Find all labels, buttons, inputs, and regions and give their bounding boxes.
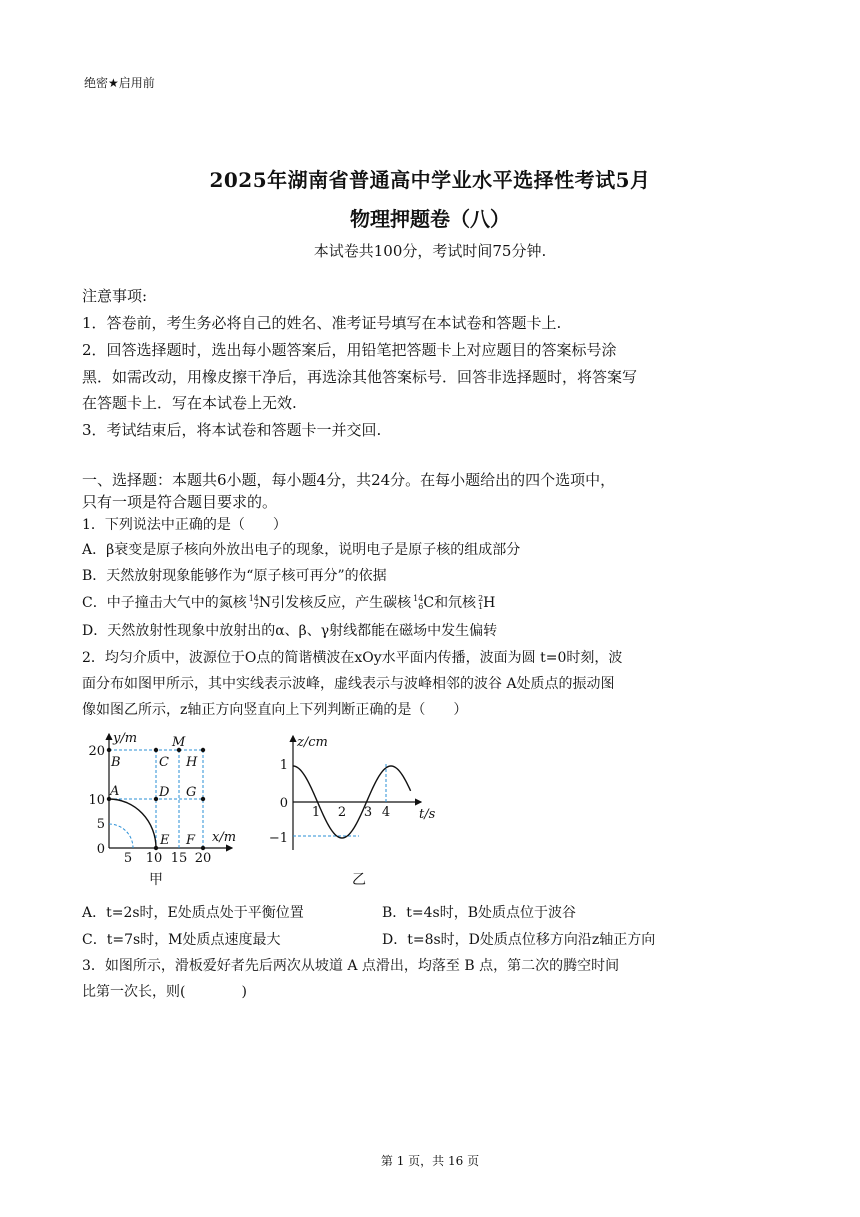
- page-footer: 第 1 页，共 16 页: [380, 1154, 480, 1168]
- fig1-xtick-15: 15: [170, 851, 188, 866]
- notice-item-3: 3．考试结束后，将本试卷和答题卡一并交回.: [82, 421, 382, 439]
- fig1-point-h: H: [186, 755, 198, 770]
- fig1-point-f: F: [186, 833, 196, 848]
- q2-option-d: D．t=8s时，D处质点位移方向沿z轴正方向: [382, 932, 656, 948]
- q1-option-d: D．天然放射性现象中放射出的α、β、γ射线都能在磁场中发生偏转: [82, 623, 498, 639]
- fig1-caption: 甲: [149, 872, 163, 888]
- fig1-ytick-5: 5: [96, 817, 105, 832]
- fig2-caption: 乙: [352, 872, 366, 888]
- fig1-point-b: B: [111, 755, 121, 770]
- section-1-heading-line2: 只有一项是符合题目要求的。: [82, 493, 278, 511]
- fig1-ytick-0: 0: [96, 842, 105, 857]
- fig1-point-d: D: [159, 785, 170, 800]
- fig1-ytick-10: 10: [88, 793, 105, 808]
- fig2-ytick-0: 0: [279, 796, 288, 811]
- exam-info: 本试卷共100分，考试时间75分钟.: [313, 242, 547, 260]
- fig1-ylabel: y/m: [113, 731, 138, 746]
- q2-figure-jia: [82, 730, 242, 890]
- fig1-xlabel: x/m: [212, 830, 237, 845]
- fig2-xtick-3: 3: [363, 805, 373, 820]
- q3-stem-line1: 3．如图所示，滑板爱好者先后两次从坡道 A 点滑出，均落至 B 点，第二次的腾空时间: [82, 958, 620, 974]
- fig2-xtick-2: 2: [337, 805, 347, 820]
- q1-option-a: A．β衰变是原子核向外放出电子的现象，说明电子是原子核的组成部分: [82, 542, 521, 558]
- fig1-point-g: G: [186, 785, 197, 800]
- q2-option-a: A．t=2s时，E处质点处于平衡位置: [82, 905, 304, 921]
- notice-item-2-line1: 2．回答选择题时，选出每小题答案后，用铅笔把答题卡上对应题目的答案标号涂: [82, 341, 617, 359]
- exam-title: 2025年湖南省普通高中学业水平选择性考试5月: [209, 168, 651, 192]
- fig1-point-c: C: [159, 755, 169, 770]
- fig1-xtick-10: 10: [145, 851, 163, 866]
- fig1-point-e: E: [160, 833, 170, 848]
- q1-option-b: B．天然放射现象能够作为“原子核可再分”的依据: [82, 568, 387, 584]
- section-1-heading: 一、选择题：本题共6小题，每小题4分，共24分。在每小题给出的四个选项中，: [82, 471, 616, 489]
- fig1-point-a: A: [110, 784, 120, 799]
- fig1-point-m: M: [172, 735, 186, 750]
- q2-figure-yi: [266, 730, 446, 890]
- fig2-ytick-neg1: −1: [268, 831, 288, 846]
- q2-stem-line2: 面分布如图甲所示，其中实线表示波峰，虚线表示与波峰相邻的波谷 A处质点的振动图: [82, 676, 615, 692]
- fig2-xlabel: t/s: [419, 807, 436, 822]
- notice-item-1: 1．答卷前，考生务必将自己的姓名、准考证号填写在本试卷和答题卡上.: [82, 314, 562, 332]
- fig1-xtick-20: 20: [194, 851, 212, 866]
- notice-item-2-line3: 在答题卡上．写在本试卷上无效.: [82, 394, 297, 412]
- q1-stem: 1．下列说法中正确的是（ ）: [82, 517, 287, 533]
- exam-subtitle-title: 物理押题卷（八）: [350, 207, 510, 231]
- q3-stem-line2: 比第一次长，则( ): [82, 984, 247, 1000]
- q2-option-b: B．t=4s时，B处质点位于波谷: [382, 905, 577, 921]
- notice-heading: 注意事项:: [82, 287, 148, 305]
- secret-label: 绝密★启用前: [84, 76, 155, 90]
- fig2-ylabel: z/cm: [297, 735, 328, 750]
- fig1-xtick-5: 5: [123, 851, 133, 866]
- fig2-xtick-4: 4: [381, 805, 391, 820]
- q2-stem-line3: 像如图乙所示，z轴正方向竖直向上下列判断正确的是（ ）: [82, 702, 468, 718]
- q2-stem-line1: 2．均匀介质中，波源位于O点的简谐横波在xOy水平面内传播，波面为圆 t=0时刻，波: [82, 650, 623, 666]
- fig2-ytick-1: 1: [279, 758, 288, 773]
- q1-option-c: C．中子撞击大气中的氮核 14 7 N引发核反应，产生碳核 14 6 C和氘核 2 1 H: [82, 594, 496, 611]
- fig2-xtick-1: 1: [311, 805, 321, 820]
- notice-item-2-line2: 黑．如需改动，用橡皮擦干净后，再选涂其他答案标号．回答非选择题时，将答案写: [82, 368, 638, 386]
- fig1-ytick-20: 20: [88, 744, 105, 759]
- q2-option-c: C．t=7s时，M处质点速度最大: [82, 932, 281, 948]
